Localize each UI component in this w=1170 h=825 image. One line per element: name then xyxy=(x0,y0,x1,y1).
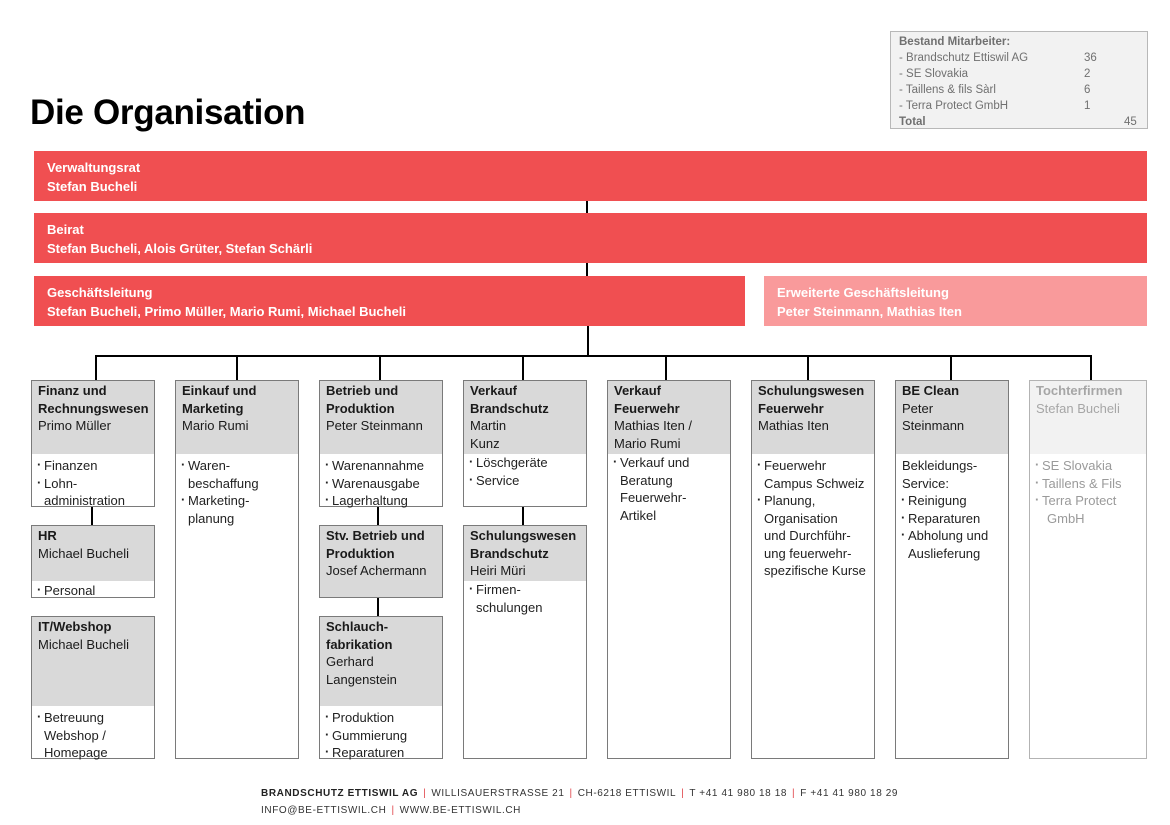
list-item: planung xyxy=(188,510,235,526)
dept-schulung-brandschutz: Schulungswesen Brandschutz Heiri Müri · Firmen- schulungen xyxy=(463,525,587,759)
list-item: und Durchführ- xyxy=(764,528,851,543)
beirat-band xyxy=(34,213,1147,263)
list-item: · Reparaturen xyxy=(902,510,1002,528)
connector-beirat-gl xyxy=(586,262,588,276)
list-item: · Firmen- xyxy=(470,581,580,599)
staff-row: - SE Slovakia 2 xyxy=(899,68,1091,80)
dept-verkauf-brandschutz: Verkauf Brandschutz Martin Kunz · Löschgeräte · Service xyxy=(463,380,587,507)
connector-drop xyxy=(95,355,97,380)
dept-schlauch: Schlauch- fabrikation Gerhard Langenstein · Produktion · Gummierung · Reparaturen xyxy=(319,616,443,759)
connector-gl-departments xyxy=(587,325,589,357)
page-title: Die Organisation xyxy=(30,93,306,132)
list-item: Service: xyxy=(902,475,949,491)
dept-hr: HR Michael Bucheli · Personal xyxy=(31,525,155,598)
list-item: · Waren- xyxy=(182,457,292,475)
list-item: · Lohn- xyxy=(38,475,148,493)
list-item: · Warenausgabe xyxy=(326,475,436,493)
connector-drop xyxy=(1090,355,1092,380)
list-item: · Reinigung xyxy=(902,492,1002,510)
list-item: · Taillens & Fils xyxy=(1036,475,1140,493)
dept-betrieb: Betrieb und Produktion Peter Steinmann · Warenannahme · Warenausgabe · Lagerhaltung xyxy=(319,380,443,507)
beirat-people: Stefan Bucheli, Alois Grüter, Stefan Schärli xyxy=(47,241,313,256)
list-item: Homepage xyxy=(44,745,108,760)
footer-line-2: INFO@BE-ETTISWIL.CH | WWW.BE-ETTISWIL.CH xyxy=(261,805,522,816)
verwaltungsrat-band xyxy=(34,151,1147,201)
geschaeftsleitung-people: Stefan Bucheli, Primo Müller, Mario Rumi, Michael Bucheli xyxy=(47,304,407,319)
footer xyxy=(261,785,898,819)
list-item: · Finanzen xyxy=(38,457,148,475)
footer-company: BRANDSCHUTZ ETTISWIL AG xyxy=(261,788,419,799)
list-item: Campus Schweiz xyxy=(764,475,865,491)
footer-web[interactable]: WWW.BE-ETTISWIL.CH xyxy=(399,805,522,816)
list-item: · Löschgeräte xyxy=(470,454,580,472)
list-item: · Abholung und xyxy=(902,527,1002,545)
list-item: Bekleidungs- xyxy=(902,458,978,473)
list-item: · Personal xyxy=(38,582,148,600)
list-item: Beratung xyxy=(620,472,673,488)
connector-stv-schlauch xyxy=(377,597,379,616)
connector-drop xyxy=(379,355,381,380)
erweiterte-band xyxy=(764,276,1147,326)
dept-einkauf: Einkauf und Marketing Mario Rumi · Waren- beschaffung · Marketing- planung xyxy=(175,380,299,759)
connector-vr-beirat xyxy=(586,200,588,213)
list-item: · SE Slovakia xyxy=(1036,457,1140,475)
footer-city: CH-6218 ETTISWIL xyxy=(577,788,677,799)
connector-drop xyxy=(522,355,524,380)
list-item: · Produktion xyxy=(326,709,436,727)
staff-total-row: Total 45 xyxy=(899,116,1137,128)
list-item: · Feuerwehr xyxy=(758,457,868,475)
verwaltungsrat-title: Verwaltungsrat xyxy=(47,160,141,175)
dept-it: IT/Webshop Michael Bucheli · Betreuung Webshop / Homepage xyxy=(31,616,155,759)
erweiterte-people: Peter Steinmann, Mathias Iten xyxy=(777,304,962,319)
dept-be-clean: BE Clean Peter Steinmann Bekleidungs- Service: · Reinigung · Reparaturen · Abholung und Auslieferung xyxy=(895,380,1009,759)
list-item: · Marketing- xyxy=(182,492,292,510)
connector-drop xyxy=(807,355,809,380)
list-item: · Betreuung xyxy=(38,709,148,727)
connector-drop xyxy=(236,355,238,380)
dept-schulung-feuerwehr: Schulungswesen Feuerwehr Mathias Iten · Feuerwehr Campus Schweiz · Planung, Organisation und Durchführ- ung feuerwehr- spezifische Kurse xyxy=(751,380,875,759)
list-item: Webshop / xyxy=(44,727,106,743)
dept-stv-betrieb: Stv. Betrieb und Produktion Josef Achermann xyxy=(319,525,443,598)
list-item: · Warenannahme xyxy=(326,457,436,475)
dept-tochterfirmen: Tochterfirmen Stefan Bucheli · SE Slovakia · Taillens & Fils · Terra Protect GmbH xyxy=(1029,380,1147,759)
staff-table xyxy=(890,31,1148,129)
list-item: beschaffung xyxy=(188,475,259,491)
dept-finanz: Finanz und Rechnungswesen Primo Müller · Finanzen · Lohn- administration xyxy=(31,380,155,507)
list-item: · Service xyxy=(470,472,580,490)
beirat-title: Beirat xyxy=(47,222,84,237)
staff-heading: Bestand Mitarbeiter: xyxy=(899,36,1011,48)
list-item: administration xyxy=(44,493,125,508)
list-item: · Reparaturen xyxy=(326,744,436,762)
list-item: · Verkauf und xyxy=(614,454,724,472)
footer-email[interactable]: INFO@BE-ETTISWIL.CH xyxy=(261,805,387,816)
list-item: · Terra Protect xyxy=(1036,492,1140,510)
erweiterte-title: Erweiterte Geschäftsleitung xyxy=(777,285,949,300)
staff-row: - Terra Protect GmbH 1 xyxy=(899,100,1091,112)
footer-street: WILLISAUERSTRASSE 21 xyxy=(431,788,565,799)
list-item: · Gummierung xyxy=(326,727,436,745)
verwaltungsrat-people: Stefan Bucheli xyxy=(47,179,138,194)
connector-drop xyxy=(950,355,952,380)
list-item: Organisation xyxy=(764,510,838,526)
list-item: Auslieferung xyxy=(908,545,981,561)
list-item: Feuerwehr- xyxy=(620,490,687,505)
staff-row: - Brandschutz Ettiswil AG 36 xyxy=(899,52,1097,64)
staff-row: - Taillens & fils Sàrl 6 xyxy=(899,84,1091,96)
list-item: spezifische Kurse xyxy=(764,563,866,578)
footer-line-1: BRANDSCHUTZ ETTISWIL AG | WILLISAUERSTRASSE 21 | CH-6218 ETTISWIL | T +41 41 980 18 18 | F +41 41 980 18 29 xyxy=(261,788,899,799)
connector-verkaufbs-schulungbs xyxy=(522,506,524,525)
geschaeftsleitung-band xyxy=(34,276,745,326)
list-item: schulungen xyxy=(476,599,543,615)
geschaeftsleitung-title: Geschäftsleitung xyxy=(47,285,153,300)
footer-fax: F +41 41 980 18 29 xyxy=(800,788,899,799)
list-item: ung feuerwehr- xyxy=(764,545,852,561)
list-item: GmbH xyxy=(1047,510,1085,526)
list-item: Artikel xyxy=(620,507,657,523)
dept-verkauf-feuerwehr: Verkauf Feuerwehr Mathias Iten / Mario Rumi · Verkauf und Beratung Feuerwehr- Artikel xyxy=(607,380,731,759)
connector-horizontal xyxy=(95,355,1091,357)
list-item: · Lagerhaltung xyxy=(326,492,436,510)
footer-phone: T +41 41 980 18 18 xyxy=(689,788,788,799)
connector-drop xyxy=(665,355,667,380)
list-item: · Planung, xyxy=(758,492,868,510)
